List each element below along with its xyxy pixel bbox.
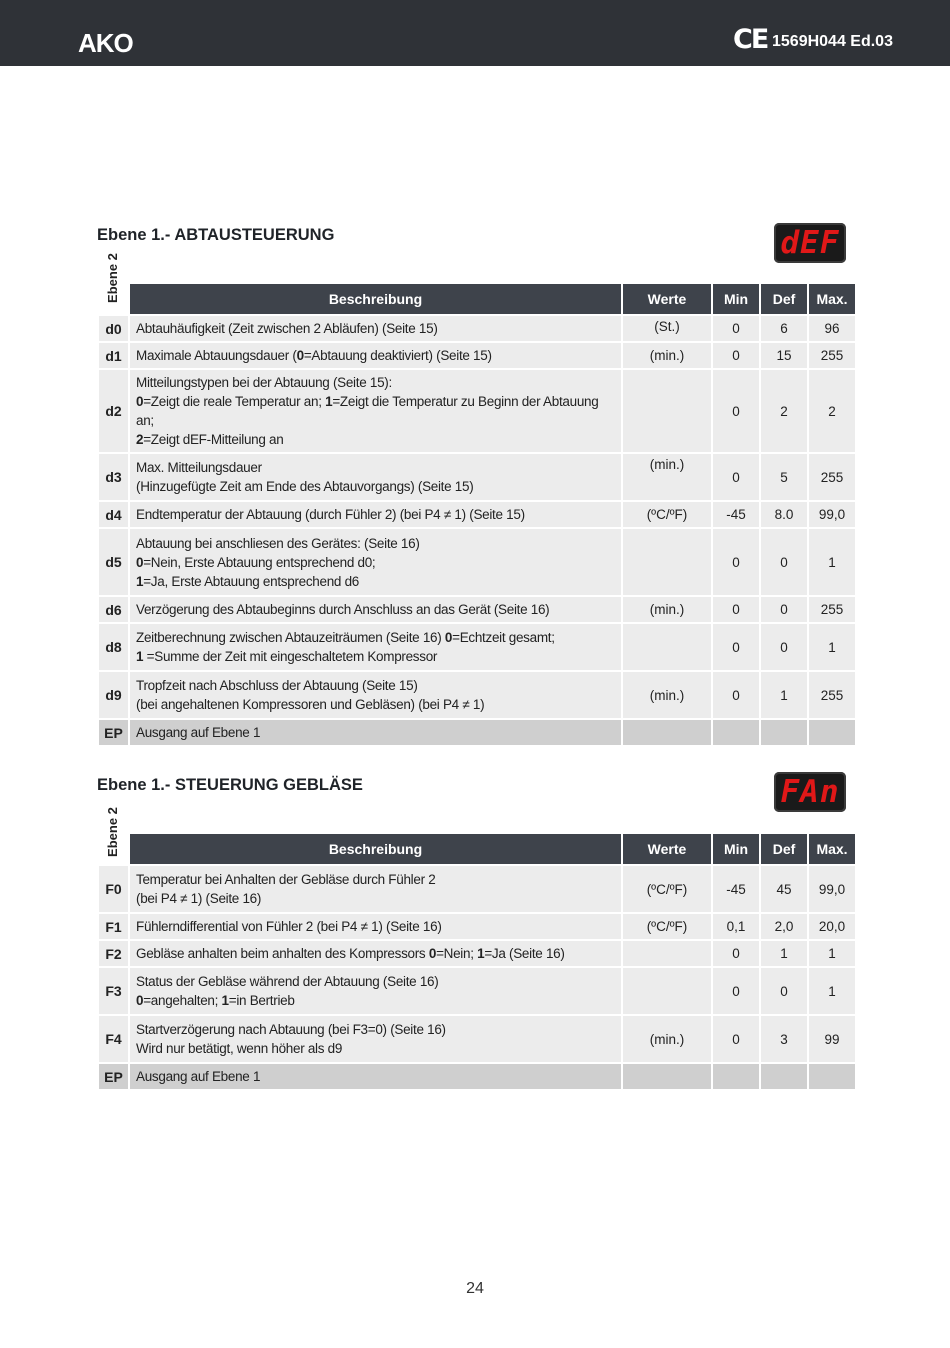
param-unit: (min.) [623, 597, 711, 622]
param-code: d8 [99, 624, 128, 670]
col-header-min: Min [713, 834, 759, 864]
table-row [99, 529, 855, 595]
col-header-max: Max. [809, 284, 855, 314]
description-line: 0=Nein, Erste Abtauung entsprechend d0; [136, 554, 376, 570]
description-line: Gebläse anhalten beim anhalten des Kompressors 0=Nein; 1=Ja (Seite 16) [136, 946, 565, 961]
display-fan: FAn [774, 772, 846, 812]
defrost-parameter-table [97, 282, 857, 747]
param-def: 2 [761, 370, 807, 452]
description-line: 1=Ja, Erste Abtauung entsprechend d6 [136, 573, 360, 589]
param-def: 0 [761, 968, 807, 1014]
table-row [99, 370, 855, 452]
description-line: Zeitberechnung zwischen Abtauzeiträumen (Seite 16) 0=Echtzeit gesamt; [136, 630, 555, 645]
param-description [130, 941, 621, 966]
param-description [130, 597, 621, 622]
param-def: 0 [761, 529, 807, 595]
description-line: Fühlerndifferential von Fühler 2 (bei P4 ≠ 1) (Seite 16) [136, 919, 442, 934]
table-row [99, 502, 855, 527]
param-description [130, 1064, 621, 1089]
param-min: 0 [713, 454, 759, 500]
description-line: Startverzögerung nach Abtauung (bei F3=0) (Seite 16) [136, 1022, 446, 1037]
param-min: 0 [713, 529, 759, 595]
table-row [99, 866, 855, 912]
param-max: 99,0 [809, 502, 855, 527]
param-min [713, 1064, 759, 1089]
param-unit [623, 720, 711, 745]
table-row [99, 914, 855, 939]
param-def: 6 [761, 316, 807, 341]
description-line: (bei angehaltenen Kompressoren und Gebläsen) (bei P4 ≠ 1) [136, 697, 485, 712]
param-unit: (min.) [623, 672, 711, 718]
description-line: 1 =Summe der Zeit mit eingeschaltetem Kompressor [136, 649, 438, 664]
param-max: 255 [809, 343, 855, 368]
col-header-min: Min [713, 284, 759, 314]
param-code: F4 [99, 1016, 128, 1062]
param-description [130, 316, 621, 341]
description-line: Temperatur bei Anhalten der Gebläse durch Fühler 2 [136, 872, 436, 887]
param-def [761, 1064, 807, 1089]
table-row [99, 941, 855, 966]
param-min: 0 [713, 343, 759, 368]
header-blank [99, 834, 128, 864]
param-max: 20,0 [809, 914, 855, 939]
description-line: 0=angehalten; 1=in Bertrieb [136, 993, 295, 1008]
param-code: EP [99, 1064, 128, 1089]
param-description [130, 672, 621, 718]
description-line: Maximale Abtauungsdauer (0=Abtauung deaktiviert) (Seite 15) [136, 348, 492, 363]
param-description [130, 529, 621, 595]
param-code: d2 [99, 370, 128, 452]
col-header-def: Def [761, 834, 807, 864]
description-line: Ausgang auf Ebene 1 [136, 1069, 261, 1084]
table-row [99, 597, 855, 622]
level-label: Ebene 2 [105, 807, 120, 857]
param-def: 15 [761, 343, 807, 368]
description-line: 0=Zeigt die reale Temperatur an; 1=Zeigt die Temperatur zu Beginn der Abtauung an; [136, 394, 599, 428]
param-def: 45 [761, 866, 807, 912]
ce-mark-icon: CE [733, 24, 768, 55]
param-unit: (St.) [623, 316, 711, 341]
col-header-desc: Beschreibung [130, 834, 621, 864]
table-row [99, 968, 855, 1014]
param-min: 0 [713, 1016, 759, 1062]
description-line: Wird nur betätigt, wenn höher als d9 [136, 1041, 343, 1056]
param-description [130, 1016, 621, 1062]
table-row [99, 672, 855, 718]
param-min: -45 [713, 866, 759, 912]
col-header-max: Max. [809, 834, 855, 864]
description-line: (Hinzugefügte Zeit am Ende des Abtauvorgangs) (Seite 15) [136, 479, 474, 494]
param-description [130, 454, 621, 500]
param-def [761, 720, 807, 745]
param-unit [623, 370, 711, 452]
table-row [99, 1016, 855, 1062]
param-description [130, 343, 621, 368]
param-unit [623, 529, 711, 595]
description-line: Mitteilungstypen bei der Abtauung (Seite 15): [136, 375, 392, 390]
table-row [99, 1064, 855, 1089]
table-row [99, 343, 855, 368]
param-unit [623, 968, 711, 1014]
col-header-desc: Beschreibung [130, 284, 621, 314]
param-max: 99 [809, 1016, 855, 1062]
description-line: Verzögerung des Abtaubeginns durch Anschluss an das Gerät (Seite 16) [136, 602, 550, 617]
param-max: 255 [809, 672, 855, 718]
param-def: 8.0 [761, 502, 807, 527]
param-def: 3 [761, 1016, 807, 1062]
param-code: d1 [99, 343, 128, 368]
doc-reference: 1569H044 Ed.03 [772, 33, 893, 50]
param-min: 0 [713, 624, 759, 670]
param-unit: (min.) [623, 343, 711, 368]
param-description [130, 866, 621, 912]
param-code: d5 [99, 529, 128, 595]
param-min [713, 720, 759, 745]
level-label: Ebene 2 [105, 253, 120, 303]
param-description [130, 914, 621, 939]
param-def: 5 [761, 454, 807, 500]
param-def: 1 [761, 672, 807, 718]
description-line: Ausgang auf Ebene 1 [136, 725, 261, 740]
section-title-fans: Ebene 1.- STEUERUNG GEBLÄSE [97, 776, 363, 794]
description-line: 2=Zeigt dEF-Mitteilung an [136, 432, 284, 447]
param-unit [623, 941, 711, 966]
page-number: 24 [466, 1280, 484, 1297]
section-title-defrost: Ebene 1.- ABTAUSTEUERUNG [97, 226, 335, 244]
param-max: 255 [809, 597, 855, 622]
param-code: d0 [99, 316, 128, 341]
param-unit [623, 624, 711, 670]
param-code: d6 [99, 597, 128, 622]
top-bar [0, 0, 950, 66]
param-max: 99,0 [809, 866, 855, 912]
param-description [130, 968, 621, 1014]
param-min: 0 [713, 968, 759, 1014]
param-max: 255 [809, 454, 855, 500]
param-code: d4 [99, 502, 128, 527]
param-min: 0,1 [713, 914, 759, 939]
param-unit [623, 1064, 711, 1089]
param-unit: (ºC/ºF) [623, 502, 711, 527]
param-code: F1 [99, 914, 128, 939]
display-def: dEF [774, 223, 846, 263]
param-min: 0 [713, 370, 759, 452]
col-header-values: Werte [623, 284, 711, 314]
param-description [130, 624, 621, 670]
param-min: -45 [713, 502, 759, 527]
param-code: F0 [99, 866, 128, 912]
table-row [99, 720, 855, 745]
description-line: Abtauung bei anschliesen des Gerätes: (Seite 16) [136, 535, 420, 551]
param-code: d9 [99, 672, 128, 718]
description-line: Abtauhäufigkeit (Zeit zwischen 2 Abläufen) (Seite 15) [136, 321, 438, 336]
param-code: F2 [99, 941, 128, 966]
param-min: 0 [713, 672, 759, 718]
header-blank [99, 284, 128, 314]
table-row [99, 316, 855, 341]
param-min: 0 [713, 597, 759, 622]
col-header-def: Def [761, 284, 807, 314]
param-description [130, 720, 621, 745]
description-line: Max. Mitteilungsdauer [136, 460, 262, 475]
description-line: Endtemperatur der Abtauung (durch Fühler 2) (bei P4 ≠ 1) (Seite 15) [136, 507, 525, 522]
param-max [809, 1064, 855, 1089]
description-line: (bei P4 ≠ 1) (Seite 16) [136, 891, 262, 906]
param-unit: (min.) [623, 1016, 711, 1062]
param-unit: (min.) [623, 454, 711, 500]
table-row [99, 454, 855, 500]
param-max: 1 [809, 968, 855, 1014]
param-max: 1 [809, 941, 855, 966]
description-line: Status der Gebläse während der Abtauung (Seite 16) [136, 974, 439, 989]
param-code: F3 [99, 968, 128, 1014]
param-def: 1 [761, 941, 807, 966]
param-code: EP [99, 720, 128, 745]
param-code: d3 [99, 454, 128, 500]
param-max: 1 [809, 624, 855, 670]
param-def: 2,0 [761, 914, 807, 939]
param-min: 0 [713, 316, 759, 341]
fan-parameter-table [97, 832, 857, 1091]
param-def: 0 [761, 597, 807, 622]
param-max: 1 [809, 529, 855, 595]
param-def: 0 [761, 624, 807, 670]
param-max: 2 [809, 370, 855, 452]
param-min: 0 [713, 941, 759, 966]
param-unit: (ºC/ºF) [623, 914, 711, 939]
param-description [130, 502, 621, 527]
param-max: 96 [809, 316, 855, 341]
table-row [99, 624, 855, 670]
param-unit: (ºC/ºF) [623, 866, 711, 912]
ako-logo: AKO [78, 28, 133, 58]
param-description [130, 370, 621, 452]
col-header-values: Werte [623, 834, 711, 864]
param-max [809, 720, 855, 745]
description-line: Tropfzeit nach Abschluss der Abtauung (Seite 15) [136, 678, 418, 693]
